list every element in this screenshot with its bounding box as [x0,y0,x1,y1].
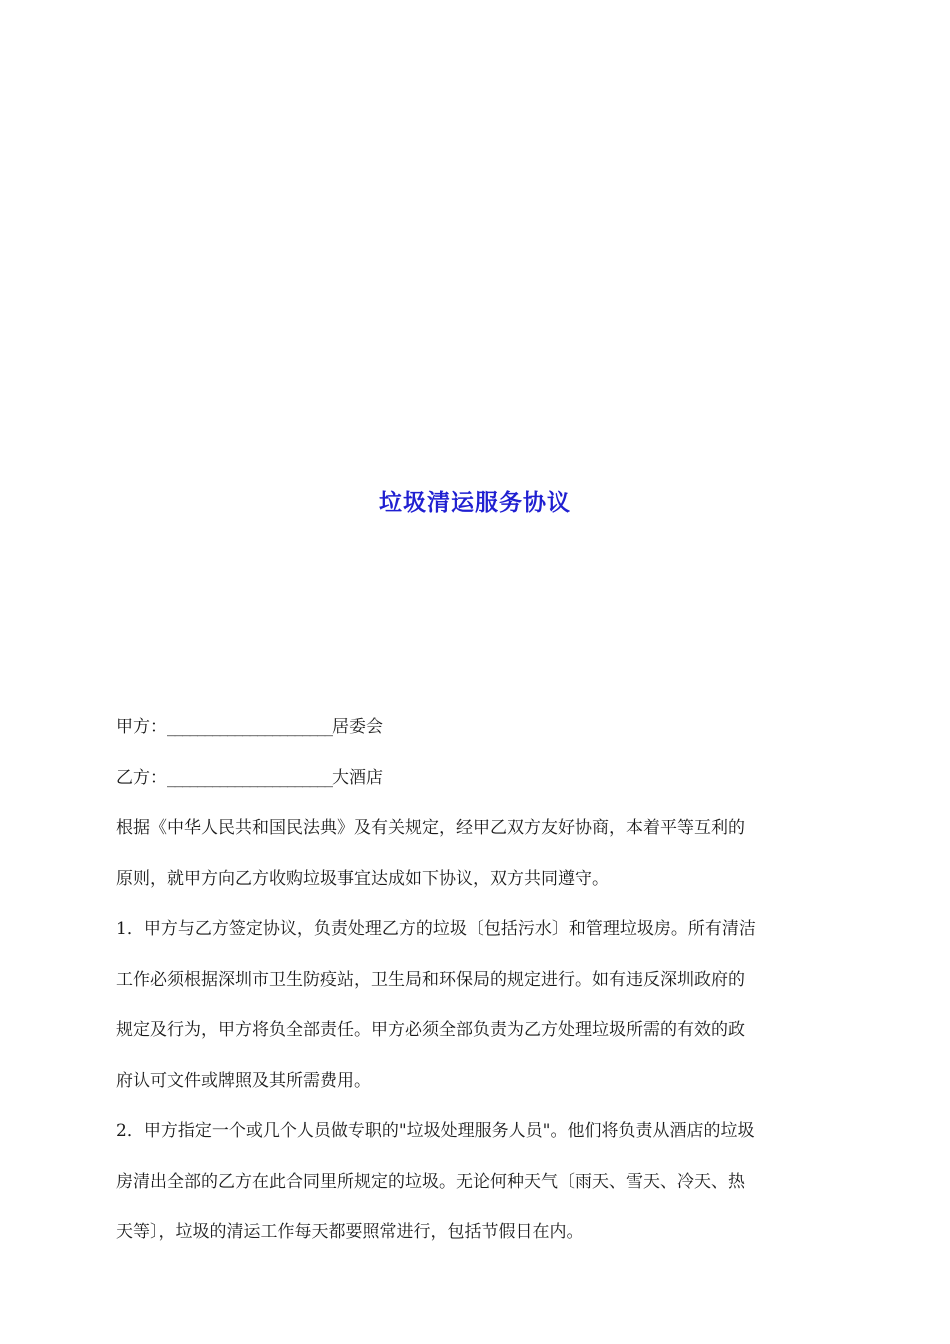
intro-line-1: 根据《中华人民共和国民法典》及有关规定，经甲乙双方友好协商，本着平等互利的 [116,818,745,838]
clause-1-line-4: 府认可文件或牌照及其所需费用。 [116,1070,371,1091]
document-body [116,702,836,1258]
clause-2-line-1: 2．甲方指定一个或几个人员做专职的"垃圾处理服务人员"。他们将负责从酒店的垃圾 [116,1121,755,1141]
clause-1-line-2: 工作必须根据深圳市卫生防疫站，卫生局和环保局的规定进行。如有违反深圳政府的 [116,969,745,990]
party-a-name: 居委会 [332,717,383,737]
intro-paragraph [116,803,836,904]
document-title: 垃圾清运服务协议 [379,490,571,516]
party-b-blank: ______________________ [167,767,332,788]
intro-line-2: 原则，就甲方向乙方收购垃圾事宜达成如下协议，双方共同遵守。 [116,868,609,889]
party-b-name: 大酒店 [332,767,383,788]
clause-2-line-3: 天等〕，垃圾的清运工作每天都要照常进行，包括节假日在内。 [116,1222,584,1242]
party-b-line [116,753,836,804]
clause-1-line-3: 规定及行为，甲方将负全部责任。甲方必须全部负责为乙方处理垃圾所需的有效的政 [116,1020,745,1040]
clause-1-paragraph [116,904,836,1106]
clause-2-paragraph [116,1106,836,1258]
clause-2-line-2: 房清出全部的乙方在此合同里所规定的垃圾。无论何种天气〔雨天、雪天、冷天、热 [116,1171,745,1192]
party-a-line [116,702,836,753]
party-b-label: 乙方： [116,767,167,788]
party-a-blank: ______________________ [167,717,332,737]
clause-1-line-1: 1．甲方与乙方签定协议，负责处理乙方的垃圾〔包括污水〕和管理垃圾房。所有清洁 [116,919,756,939]
party-a-label: 甲方： [116,717,167,737]
